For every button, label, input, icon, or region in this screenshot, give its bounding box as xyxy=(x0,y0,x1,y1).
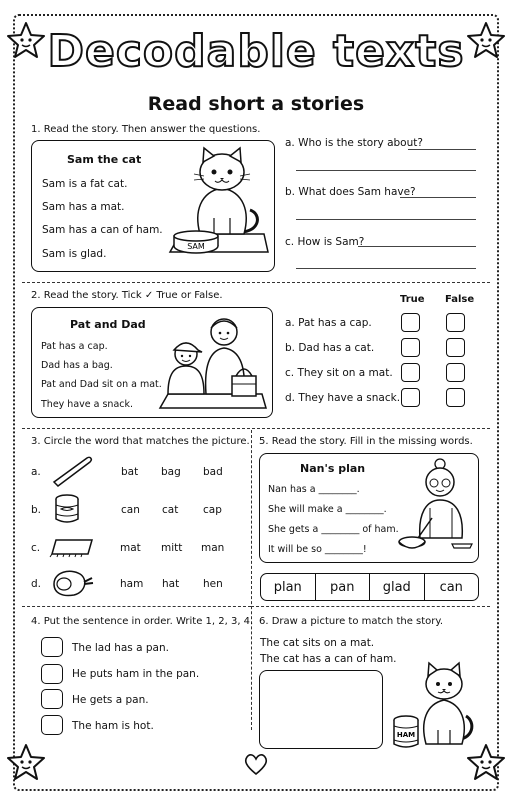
nan-cooking-illustration xyxy=(398,458,474,558)
can-label: HAM xyxy=(396,731,416,739)
bowl-label: SAM xyxy=(187,242,205,251)
word-bank xyxy=(260,573,479,601)
word-option[interactable]: bat xyxy=(121,466,139,478)
story-title: Nan's plan xyxy=(300,462,366,475)
statement-c: c. They sit on a mat. xyxy=(285,367,393,379)
section-3-instruction: 3. Circle the word that matches the picture. xyxy=(31,436,250,447)
order-number-box[interactable] xyxy=(41,715,63,735)
story-title: Pat and Dad xyxy=(70,318,146,331)
statement-b: b. Dad has a cat. xyxy=(285,342,375,354)
bat-icon xyxy=(50,456,94,486)
section-5-instruction: 5. Read the story. Fill in the missing words. xyxy=(259,436,473,447)
word-bank-item: pan xyxy=(316,574,371,600)
answer-line[interactable] xyxy=(296,170,476,171)
word-option[interactable]: bad xyxy=(203,466,223,478)
page-subtitle: Read short a stories xyxy=(147,93,365,115)
word-option[interactable]: bag xyxy=(161,466,181,478)
false-checkbox[interactable] xyxy=(446,363,465,382)
order-number-box[interactable] xyxy=(41,664,63,684)
mat-icon xyxy=(48,536,96,558)
cloze-line: Nan has a ________. xyxy=(268,484,360,495)
cloze-line: She gets a ________ of ham. xyxy=(268,524,399,535)
answer-line[interactable] xyxy=(358,246,476,247)
word-bank-item: plan xyxy=(261,574,316,600)
false-checkbox[interactable] xyxy=(446,338,465,357)
drawing-area[interactable] xyxy=(259,670,383,749)
answer-line[interactable] xyxy=(296,219,476,220)
section-divider xyxy=(251,606,490,607)
cat-and-can-illustration xyxy=(390,660,482,754)
true-header: True xyxy=(400,294,425,305)
question-a: a. Who is the story about? xyxy=(285,137,423,149)
word-option[interactable]: mat xyxy=(120,542,141,554)
story-line: They have a snack. xyxy=(41,399,134,410)
order-number-box[interactable] xyxy=(41,689,63,709)
cloze-line: She will make a ________. xyxy=(268,504,387,515)
star-icon xyxy=(6,742,46,782)
story-title: Sam the cat xyxy=(67,153,142,166)
true-checkbox[interactable] xyxy=(401,313,420,332)
word-option[interactable]: cap xyxy=(203,504,222,516)
question-b: b. What does Sam have? xyxy=(285,186,416,198)
order-sentence: He puts ham in the pan. xyxy=(72,668,200,680)
section-6-instruction: 6. Draw a picture to match the story. xyxy=(259,616,444,627)
row-letter: d. xyxy=(31,578,42,590)
word-option[interactable]: can xyxy=(121,504,140,516)
section-1-instruction: 1. Read the story. Then answer the questions. xyxy=(31,124,261,135)
cloze-line: It will be so ________! xyxy=(268,544,367,555)
column-divider xyxy=(251,430,252,730)
section-divider xyxy=(22,428,490,429)
word-bank-item: can xyxy=(439,579,463,595)
word-option[interactable]: man xyxy=(201,542,225,554)
word-option[interactable]: hat xyxy=(162,578,180,590)
story-line: Pat has a cap. xyxy=(41,341,108,352)
true-checkbox[interactable] xyxy=(401,388,420,407)
story-line: Sam is a fat cat. xyxy=(42,178,128,190)
word-option[interactable]: ham xyxy=(120,578,144,590)
false-checkbox[interactable] xyxy=(446,313,465,332)
heart-icon xyxy=(243,752,269,776)
word-option[interactable]: mitt xyxy=(161,542,183,554)
true-checkbox[interactable] xyxy=(401,363,420,382)
section-divider xyxy=(22,282,490,283)
false-header: False xyxy=(445,294,475,305)
answer-line[interactable] xyxy=(296,268,476,269)
order-sentence: The lad has a pan. xyxy=(72,642,169,654)
story-line: Sam has a can of ham. xyxy=(42,224,163,236)
ham-icon xyxy=(50,566,94,598)
order-sentence: The ham is hot. xyxy=(72,720,154,732)
word-option[interactable]: cat xyxy=(162,504,179,516)
section-4-instruction: 4. Put the sentence in order. Write 1, 2, 3, 4. xyxy=(31,616,254,627)
answer-line[interactable] xyxy=(408,149,476,150)
page-title: Decodable texts xyxy=(47,26,465,77)
story-line: The cat sits on a mat. xyxy=(260,637,375,649)
pat-and-dad-illustration xyxy=(158,310,268,414)
section-divider xyxy=(22,606,251,607)
row-letter: b. xyxy=(31,504,42,516)
false-checkbox[interactable] xyxy=(446,388,465,407)
answer-line[interactable] xyxy=(400,197,476,198)
can-icon xyxy=(54,494,80,524)
section-2-instruction: 2. Read the story. Tick ✓ True or False. xyxy=(31,290,223,301)
order-sentence: He gets a pan. xyxy=(72,694,149,706)
row-letter: c. xyxy=(31,542,41,554)
true-checkbox[interactable] xyxy=(401,338,420,357)
story-line: Sam is glad. xyxy=(42,248,107,260)
statement-d: d. They have a snack. xyxy=(285,392,401,404)
statement-a: a. Pat has a cap. xyxy=(285,317,372,329)
story-line: Pat and Dad sit on a mat. xyxy=(41,379,162,390)
row-letter: a. xyxy=(31,466,41,478)
story-line: The cat has a can of ham. xyxy=(260,653,397,665)
story-line: Sam has a mat. xyxy=(42,201,125,213)
question-c: c. How is Sam? xyxy=(285,236,365,248)
word-option[interactable]: hen xyxy=(203,578,223,590)
cat-with-bowl-illustration xyxy=(166,148,270,266)
word-bank-item: glad xyxy=(370,574,425,600)
order-number-box[interactable] xyxy=(41,637,63,657)
story-line: Dad has a bag. xyxy=(41,360,113,371)
